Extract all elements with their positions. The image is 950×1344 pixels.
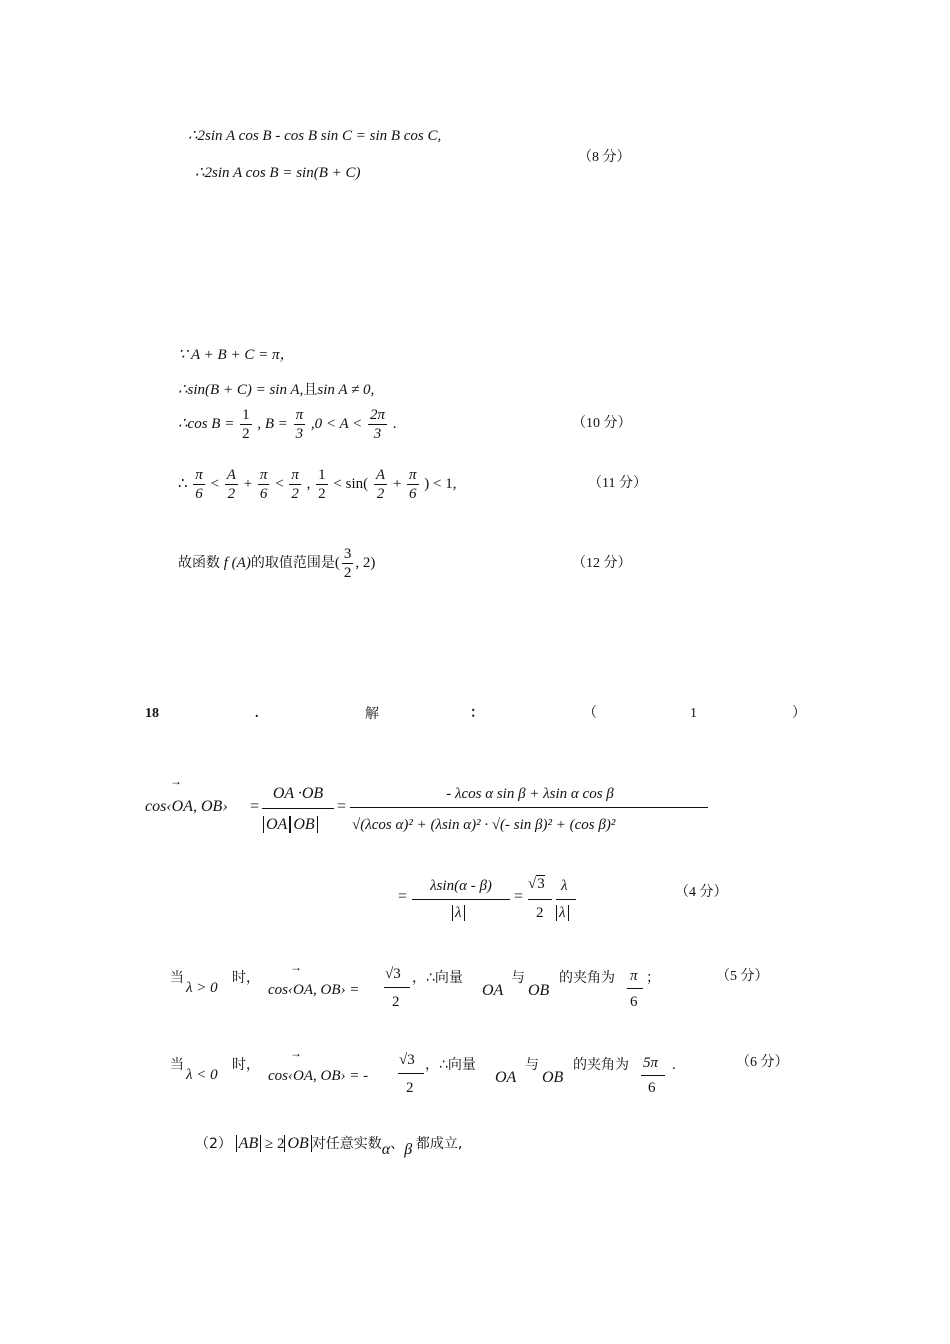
frac-a-denominator: [263, 815, 318, 835]
line7-fa: f (A): [223, 554, 251, 571]
part2-beta: β: [404, 1141, 413, 1158]
case2-angle-den: 6: [648, 1080, 656, 1096]
case2-yu: 与: [525, 1057, 539, 1073]
part2-text: 对任意实数: [311, 1136, 382, 1152]
case1-condition: λ > 0: [186, 980, 218, 996]
score-12: （12 分）: [572, 556, 632, 571]
case2-condition: λ < 0: [186, 1067, 218, 1083]
equals-2: =: [337, 798, 347, 815]
equals-3: =: [398, 888, 408, 905]
frac-1-2: $\frac{1}{2}$: [318, 467, 326, 502]
frac-pi-6-b: $\frac{\pi}{6}$: [259, 467, 268, 502]
line5-b: , B =: [257, 415, 288, 432]
equation-line-6: [178, 466, 457, 503]
frac-pi-6-a: $\frac{\pi}{6}$: [195, 467, 203, 502]
frac-a-2-a: $\frac{A}{2}$: [226, 467, 236, 502]
frac-a-numerator: OA ·OB: [272, 785, 324, 802]
row2-frac-bar: [412, 899, 510, 900]
heading-rparen: ）: [792, 706, 806, 721]
frac-b-denominator: √(λcos α)² + (λsin α)² · √(- sin β)² + (cos β)²: [352, 817, 616, 833]
case1-oa: OA: [482, 982, 504, 999]
heading-jie: 解: [365, 706, 379, 722]
lambda-denominator: λ: [556, 903, 569, 923]
case1-end: ；: [646, 970, 660, 986]
line5-d: .: [392, 415, 397, 432]
vector-arrow: →: [170, 774, 182, 788]
cos-oa-ob: cos‹OA, OB›: [145, 798, 228, 815]
part2-alpha: α: [381, 1141, 391, 1158]
sqrt3-denominator: 2: [536, 905, 544, 921]
case1-dang: 当: [170, 970, 184, 986]
part2-end: 都成立,: [415, 1136, 463, 1152]
ge-two: ≥ 2: [264, 1136, 285, 1152]
equation-line-4: [178, 380, 374, 400]
case2-angle-bar: [641, 1075, 665, 1076]
case1-angle-bar: [627, 988, 643, 989]
lt-2: <: [275, 475, 284, 492]
part2-line: [195, 1134, 463, 1158]
score-6: （6 分）: [736, 1055, 789, 1070]
fraction-one-half: $\frac{1}{2}$: [242, 407, 250, 442]
case2-vector-arrow: →: [290, 1046, 302, 1060]
case1-shi: 时，: [232, 970, 260, 986]
case1-value-den: 2: [392, 994, 400, 1010]
row2-frac-denominator: λ: [452, 903, 465, 923]
case1-cos: cos‹OA, OB› =: [268, 982, 360, 998]
line7-a: 故函数: [178, 554, 220, 571]
case2-value-num: √3: [399, 1052, 415, 1068]
equals-4: =: [514, 888, 524, 905]
line5-a: ∴cos B =: [178, 415, 235, 432]
frac-b-numerator: - λcos α sin β + λsin α cos β: [446, 786, 614, 802]
abs-oa: OA: [263, 816, 290, 833]
case2-shi: 时，: [232, 1057, 260, 1073]
lt-1: <: [210, 475, 220, 492]
score-10: （10 分）: [572, 416, 632, 431]
case2-value-bar: [398, 1073, 424, 1074]
line4-qie: 且: [303, 382, 318, 398]
case1-yu: 与: [511, 970, 525, 986]
plus-1: +: [243, 475, 253, 492]
score-8: （8 分）: [578, 150, 631, 165]
case2-cos: cos‹OA, OB› = -: [268, 1068, 369, 1084]
case2-end: .: [672, 1057, 676, 1073]
problem-number: 18: [145, 706, 159, 721]
frac-pi-6-c: $\frac{\pi}{6}$: [409, 467, 417, 502]
equation-line-2: ∴2sin A cos B = sin(B + C): [195, 165, 361, 181]
equation-line-5: [178, 406, 397, 443]
sin-close: ) < 1,: [424, 475, 457, 492]
case2-angle-text: 的夹角为: [573, 1057, 629, 1073]
line7-close: , 2): [355, 554, 376, 571]
therefore-symbol: ∴: [178, 475, 188, 492]
line5-c: ,0 < A <: [310, 415, 363, 432]
equation-line-7: [178, 545, 375, 582]
case2-ob: OB: [542, 1069, 564, 1086]
heading-colon: ：: [470, 706, 484, 721]
frac-pi-2: $\frac{\pi}{2}$: [291, 467, 299, 502]
sqrt3-numerator: √3: [528, 876, 545, 892]
fraction-pi-third: $\frac{\pi}{3}$: [295, 407, 304, 442]
comma: ,: [306, 475, 311, 492]
line7-b: 的取值范围是: [250, 554, 335, 571]
lambda-numerator: λ: [561, 878, 568, 894]
equation-line-3: ∵ A + B + C = π，: [178, 347, 295, 363]
line4-a: ∴sin(B + C) = sin A,: [178, 382, 304, 398]
fraction-two-pi-third: $\frac{2\pi}{3}$: [370, 407, 386, 442]
equation-line-1: ∴2sin A cos B - cos B sin C = sin B cos C,: [188, 128, 442, 144]
lambda-bar: [556, 899, 576, 900]
row2-frac-numerator: λsin(α - β): [430, 878, 492, 894]
line7-open: (: [334, 554, 340, 571]
frac-3-2: $\frac{3}{2}$: [343, 546, 352, 581]
case1-value-bar: [384, 987, 410, 988]
line4-c: sin A ≠ 0,: [317, 382, 375, 398]
case1-angle-text: 的夹角为: [559, 970, 615, 986]
case2-oa: OA: [495, 1069, 517, 1086]
case1-ob: OB: [528, 982, 550, 999]
heading-lparen: （: [583, 706, 597, 721]
abs-ab: AB: [236, 1135, 262, 1152]
case2-value-den: 2: [406, 1080, 414, 1096]
frac-a-2-b: $\frac{A}{2}$: [375, 467, 386, 502]
case1-therefore: ，∴向量: [412, 970, 463, 986]
heading-one: 1: [690, 706, 697, 721]
sin-open: < sin(: [333, 475, 369, 492]
equals-1: =: [250, 798, 260, 815]
case2-dang: 当: [170, 1057, 184, 1073]
score-11: （11 分）: [588, 476, 647, 491]
plus-2: +: [392, 475, 402, 492]
sqrt3-bar: [528, 899, 552, 900]
part2-sep: 、: [390, 1136, 405, 1152]
score-5: （5 分）: [716, 969, 769, 984]
case1-angle-den: 6: [630, 994, 638, 1010]
case1-angle-num: π: [630, 968, 638, 984]
case1-value-num: √3: [385, 966, 401, 982]
frac-a-bar: [262, 808, 334, 809]
abs-ob: OB: [290, 816, 317, 833]
heading-dot: .: [255, 706, 259, 721]
case1-vector-arrow: →: [290, 960, 302, 974]
abs-ob-part2: OB: [284, 1135, 311, 1152]
case2-angle-num: 5π: [643, 1055, 659, 1071]
frac-b-bar: [350, 807, 708, 808]
score-4: （4 分）: [675, 885, 728, 900]
case2-therefore: ，∴向量: [425, 1057, 476, 1073]
part2-label: （2）: [195, 1136, 232, 1152]
